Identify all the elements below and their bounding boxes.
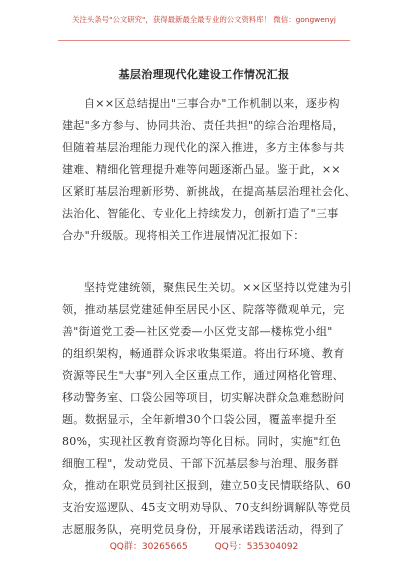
text-line: 领，推动基层党建延伸至居民小区、院落等微观单元，完 (62, 303, 345, 316)
header-divider (58, 40, 350, 41)
text-line: 题。数据显示，全年新增30个口袋公园，覆盖率提升至 (62, 413, 337, 426)
text-line: 移动警务室、口袋公园等项目，切实解决群众急难愁盼问 (62, 391, 345, 404)
text-line: 区紧盯基层治理新形势、新挑战，在提高基层治理社会化、 (62, 185, 356, 198)
text-line: 资源等民生"大事"列入全区重点工作，通过网格化管理、 (62, 369, 344, 382)
paragraph-party-building (62, 277, 356, 541)
document-title: 基层治理现代化建设工作情况汇报 (118, 68, 290, 81)
text-line: 80%，实现社区教育资源均等化目标。同时，实施"红色 (62, 435, 342, 448)
text-line: 的组织架构，畅通群众诉求收集渠道。将出行环境、教育 (62, 347, 345, 360)
text-line: 善"街道党工委—社区党委—小区党支部—楼栋党小组" (62, 325, 333, 338)
text-line: 众，推动在职党员到社区报到，建立50支民情联络队、60 (62, 479, 352, 492)
text-line: 但随着基层治理能力现代化的深入推进，多方主体参与共 (62, 141, 345, 154)
text-line: 志愿服务队，亮明党员身份，开展承诺践诺活动，得到了 (62, 523, 345, 536)
footer-contact (0, 539, 408, 552)
text-line: 法治化、智能化、专业化上持续发力，创新打造了"三事 (62, 207, 339, 220)
text-line: 合办"升级版。现将相关工作进展情况汇报如下： (62, 229, 305, 242)
text-line: 坚持党建统领，聚焦民生关切。××区坚持以党建为引 (84, 281, 352, 294)
header-promo-text: 关注头条号"公文研究"，获得最新最全最专业的公文资料库！ 微信：gongwenyj (72, 15, 336, 24)
paragraph-intro (62, 93, 356, 247)
text-line: 建难、精细化管理提升难等问题逐渐凸显。鉴于此，×× (62, 163, 341, 176)
text-line: 支治安巡逻队、45支文明劝导队、70支纠纷调解队等党员 (62, 501, 352, 514)
footer-qq-number: QQ号：535304092 (214, 542, 299, 552)
footer-qq-group: QQ群：30265665 (109, 542, 188, 552)
text-line: 建起"多方参与、协同共治、责任共担"的综合治理格局， (62, 119, 344, 132)
text-line: 自××区总结提出"三事合办"工作机制以来，逐步构 (84, 97, 340, 110)
text-line: 细胞工程"，发动党员、干部下沉基层参与治理、服务群 (62, 457, 339, 470)
